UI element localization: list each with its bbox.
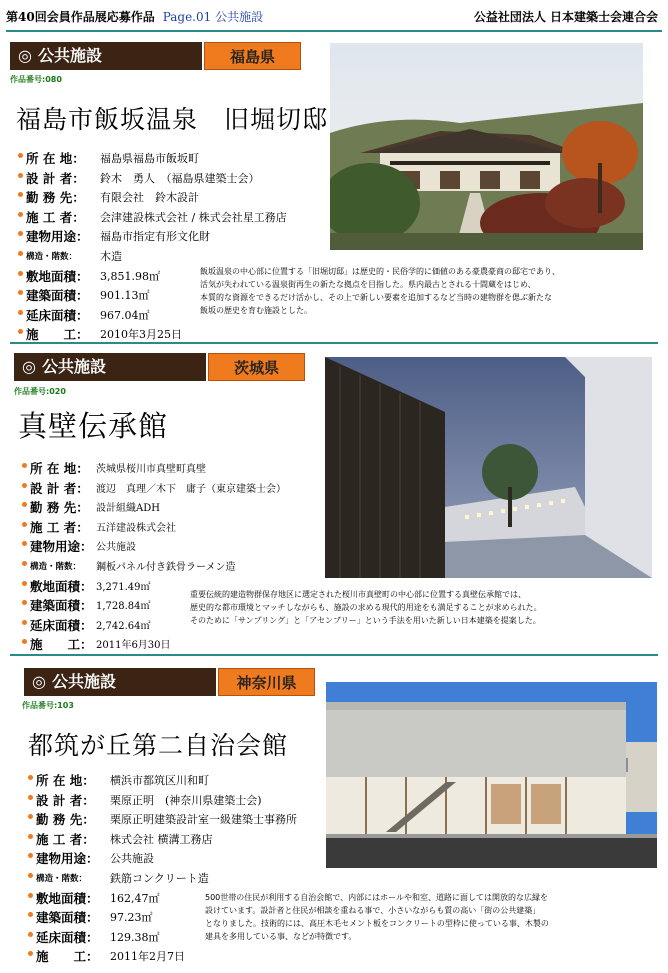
info-row xyxy=(18,148,338,168)
description-line: 歴史的な都市環境とマッチしながらも、施設の求める現代的用途をも満足することが求められた。 xyxy=(190,603,542,612)
description-line: 活気が失われている温泉街再生の新たな拠点を目指した。県内最古とされる十間蔵をはじめ、 xyxy=(200,280,536,289)
category-banner xyxy=(24,668,216,696)
bullet-icon xyxy=(28,951,33,956)
field-value: 2010年3月25日 xyxy=(100,328,182,342)
bullet-icon xyxy=(28,873,33,878)
field-label: 建物用途： xyxy=(30,539,93,555)
field-value: 162,47㎡ xyxy=(110,891,160,905)
field-value: 公共施設 xyxy=(96,542,136,554)
field-value: 公共施設 xyxy=(110,852,154,866)
prefecture-badge: 福島県 xyxy=(204,42,301,70)
description-line: 建具を多用している事、などが特徴です。 xyxy=(205,932,357,941)
field-value: 97.23㎡ xyxy=(110,911,153,925)
bullet-icon xyxy=(28,775,33,780)
exhibition-title: 第40回会員作品展応募作品 xyxy=(6,10,155,24)
field-value: 129.38㎡ xyxy=(110,930,160,944)
organization-name: 公益社団法人 日本建築士会連合会 xyxy=(473,10,658,24)
field-label: 建物用途： xyxy=(36,851,99,867)
info-row xyxy=(22,458,322,478)
field-label: 勤 務 先： xyxy=(26,190,85,206)
bullet-icon xyxy=(22,600,27,605)
field-label: 延床面積： xyxy=(36,929,99,945)
description-line: 飯坂の歴史を育む施設とした。 xyxy=(200,306,312,315)
work-number: 作品番号:080 xyxy=(10,75,62,84)
info-row xyxy=(18,324,338,344)
bullet-icon xyxy=(28,932,33,937)
bullet-icon xyxy=(18,271,23,276)
field-value: 鋼板パネル付き鉄骨ラーメン造 xyxy=(96,561,236,573)
field-value: 福島県福島市飯坂町 xyxy=(100,152,199,165)
field-label: 構造・階数： xyxy=(26,251,78,262)
bullet-icon xyxy=(18,329,23,334)
field-label: 施 工 者： xyxy=(36,831,95,847)
bullet-icon xyxy=(18,173,23,178)
category-label: 公共施設 xyxy=(51,672,116,691)
field-label: 敷地面積： xyxy=(26,268,89,284)
work-title: 福島市飯坂温泉 旧堀切邸 xyxy=(16,105,329,134)
info-row xyxy=(22,517,322,537)
bullet-icon xyxy=(18,290,23,295)
work-title: 真壁伝承館 xyxy=(18,409,169,443)
field-label: 施 工 者： xyxy=(30,519,89,535)
field-value: 会津建設株式会社 / 株式会社星工務店 xyxy=(100,210,287,224)
field-value: 茨城県桜川市真壁町真壁 xyxy=(96,464,206,475)
info-row xyxy=(18,246,338,266)
prefecture-badge: 神奈川県 xyxy=(218,668,315,696)
field-value: 3,851.98㎡ xyxy=(100,269,160,283)
bullet-icon xyxy=(22,522,27,527)
info-row xyxy=(22,634,322,654)
bullet-icon xyxy=(28,853,33,858)
bullet-icon xyxy=(18,310,23,315)
double-circle-icon: ◎ xyxy=(32,672,46,691)
page-label: Page.01 公共施設 xyxy=(162,10,264,24)
field-value: 横浜市都筑区川和町 xyxy=(110,774,209,787)
bullet-icon xyxy=(18,192,23,197)
bullet-icon xyxy=(22,502,27,507)
field-label: 敷地面積： xyxy=(36,890,99,906)
double-circle-icon: ◎ xyxy=(22,357,36,376)
field-label: 施 工： xyxy=(36,949,99,965)
bullet-icon xyxy=(22,561,27,566)
description xyxy=(205,891,549,943)
field-value: 967.04㎡ xyxy=(100,308,150,322)
work-number: 作品番号:103 xyxy=(22,701,74,710)
field-label: 設 計 者： xyxy=(26,170,85,186)
building-photo xyxy=(330,43,643,250)
field-value: 栗原正明 (神奈川県建築士会) xyxy=(110,793,262,807)
info-row xyxy=(28,848,328,868)
field-value: 木造 xyxy=(100,249,122,263)
field-label: 構造・階数： xyxy=(30,561,82,572)
field-label: 勤 務 先： xyxy=(36,812,95,828)
description-line: 重要伝統的建造物群保存地区に選定された桜川市真壁町の中心部に位置する真壁伝承館では、 xyxy=(190,590,526,599)
field-label: 勤 務 先： xyxy=(30,500,89,516)
bullet-icon xyxy=(22,541,27,546)
field-label: 敷地面積： xyxy=(30,578,93,594)
section-rule xyxy=(10,654,658,656)
info-row xyxy=(22,497,322,517)
double-circle-icon: ◎ xyxy=(18,46,32,65)
field-label: 設 計 者： xyxy=(36,792,95,808)
description-line: そのために「サンプリング」と「アセンブリー」という手法を用いた新しい日本建築を提案した。 xyxy=(190,616,541,625)
field-label: 施 工 者： xyxy=(26,209,85,225)
field-value: 901.13㎡ xyxy=(100,289,150,303)
field-value: 3,271.49㎡ xyxy=(96,581,151,593)
bullet-icon xyxy=(22,639,27,644)
info-row xyxy=(28,946,328,966)
field-value: 1,728.84㎡ xyxy=(96,601,151,613)
prefecture-badge: 茨城県 xyxy=(208,353,305,381)
description-line: 飯坂温泉の中心部に位置する「旧堀切邸」は歴史的・民俗学的に価値のある豪農豪商の邸宅であり、 xyxy=(200,267,560,276)
description-line: 500世帯の住民が利用する自治会館で、内部にはホールや和室、道路に面しては開放的な広縁を xyxy=(205,893,548,902)
info-row xyxy=(22,536,322,556)
work-title: 都筑が丘第二自治会館 xyxy=(28,731,289,760)
field-value: 2,742.64㎡ xyxy=(96,620,151,632)
info-row xyxy=(22,478,322,498)
field-value: 2011年6月30日 xyxy=(96,640,171,652)
bullet-icon xyxy=(18,251,23,256)
bullet-icon xyxy=(28,795,33,800)
header-rule xyxy=(6,30,662,32)
info-row xyxy=(18,207,338,227)
info-row xyxy=(18,226,338,246)
bullet-icon xyxy=(22,463,27,468)
info-row xyxy=(22,556,322,576)
category-label: 公共施設 xyxy=(37,46,102,65)
info-row xyxy=(28,809,328,829)
field-label: 所 在 地： xyxy=(26,151,85,166)
bullet-icon xyxy=(22,620,27,625)
field-value: 鉄筋コンクリート造 xyxy=(110,871,209,885)
info-row xyxy=(18,168,338,188)
field-value: 五洋建設株式会社 xyxy=(96,522,176,534)
field-label: 建築面積： xyxy=(26,288,89,304)
description-line: 設けています。設計者と住民が相談を重ねる事で、小さいながらも質の高い「街の公共建築」 xyxy=(205,906,541,915)
description xyxy=(190,588,542,627)
description-line: 本質的な資源をできるだけ活かし、その上で新しい要素を追加するなど当時の建物群を偲ぶ新たな xyxy=(200,293,552,302)
field-label: 延床面積： xyxy=(26,307,89,323)
building-photo xyxy=(326,682,657,868)
section-rule xyxy=(10,342,658,344)
description xyxy=(200,265,560,317)
field-label: 構造・階数： xyxy=(36,873,88,884)
field-value: 2011年2月7日 xyxy=(110,950,185,964)
field-label: 所 在 地： xyxy=(30,461,89,476)
field-label: 設 計 者： xyxy=(30,480,89,496)
field-label: 延床面積： xyxy=(30,617,93,633)
category-banner xyxy=(14,353,206,381)
field-value: 鈴木 勇人 （福島県建築士会） xyxy=(100,171,260,185)
field-label: 施 工： xyxy=(26,327,89,343)
field-value: 福島市指定有形文化財 xyxy=(100,230,210,244)
field-label: 建物用途： xyxy=(26,229,89,245)
bullet-icon xyxy=(18,231,23,236)
bullet-icon xyxy=(28,834,33,839)
bullet-icon xyxy=(18,153,23,158)
bullet-icon xyxy=(22,581,27,586)
field-value: 株式会社 横溝工務店 xyxy=(110,832,213,846)
bullet-icon xyxy=(28,912,33,917)
field-label: 所 在 地： xyxy=(36,773,95,788)
header-left xyxy=(6,8,263,25)
category-label: 公共施設 xyxy=(41,357,106,376)
bullet-icon xyxy=(18,212,23,217)
field-label: 建築面積： xyxy=(30,598,93,614)
bullet-icon xyxy=(28,893,33,898)
field-value: 栗原正明建築設計室一級建築士事務所 xyxy=(110,813,297,827)
field-label: 施 工： xyxy=(30,637,93,653)
building-photo xyxy=(325,357,652,578)
description-line: となりました。技術的には、高圧木毛セメント板をコンクリートの型枠に使っている事、木製の xyxy=(205,919,549,928)
bullet-icon xyxy=(28,814,33,819)
page-header xyxy=(0,0,668,30)
field-label: 建築面積： xyxy=(36,910,99,926)
bullet-icon xyxy=(22,483,27,488)
info-row xyxy=(28,770,328,790)
field-value: 渡辺 真理／木下 庸子（東京建築士会） xyxy=(96,483,286,495)
info-row xyxy=(28,868,328,888)
work-number: 作品番号:020 xyxy=(14,387,66,396)
info-row xyxy=(18,187,338,207)
info-row xyxy=(28,790,328,810)
field-value: 有限会社 鈴木設計 xyxy=(100,191,199,205)
field-value: 設計組織ADH xyxy=(96,503,160,515)
info-row xyxy=(28,829,328,849)
category-banner xyxy=(10,42,202,70)
